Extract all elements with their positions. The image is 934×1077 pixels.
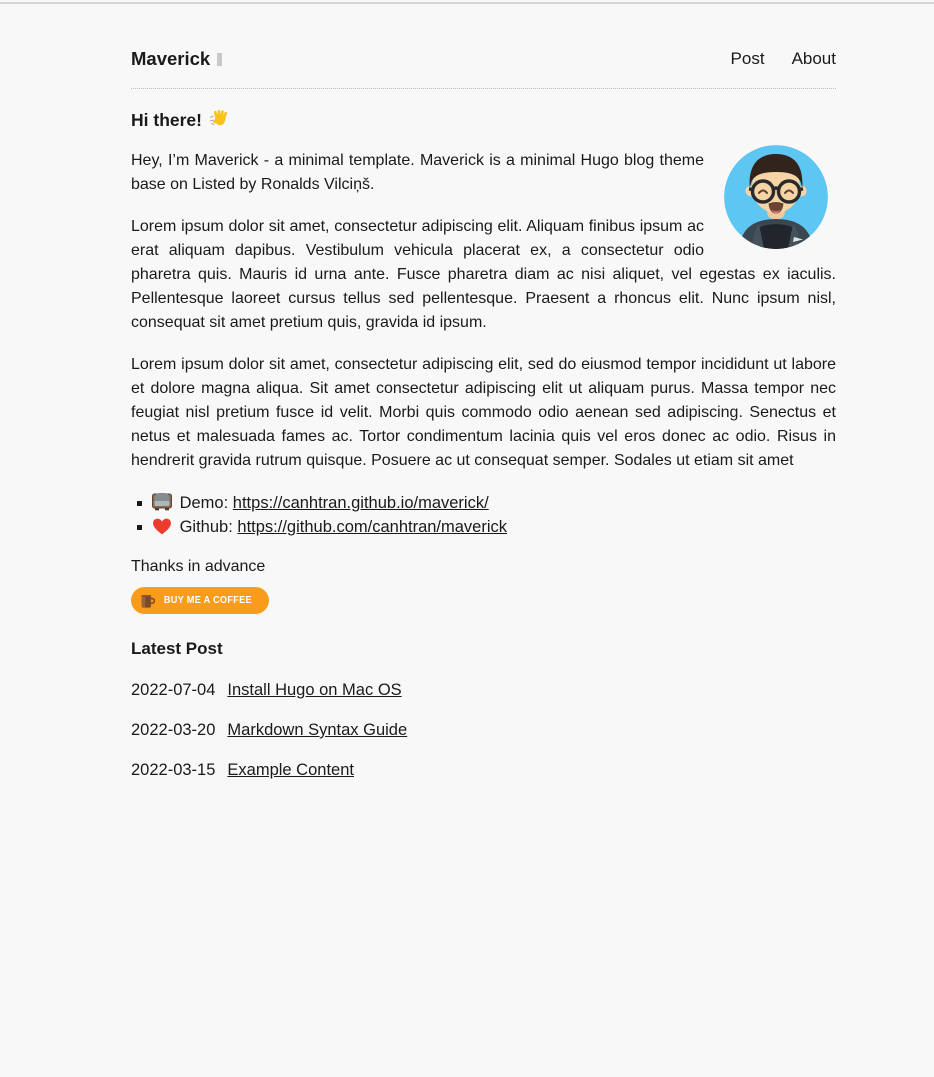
post-date: 2022-03-20 [131,721,216,739]
post-row [131,718,836,742]
post-row [131,678,836,702]
github-label: Github: [179,518,233,536]
buy-me-a-coffee-button[interactable] [131,587,269,614]
nav-link-about[interactable]: About [791,49,836,68]
tv-icon [152,493,172,511]
post-row [131,758,836,782]
demo-label: Demo: [179,494,229,512]
site-title-text: Maverick [131,48,211,69]
project-links-list [131,491,836,539]
man-avatar [724,145,828,249]
github-list-item [152,515,836,539]
intro-paragraph: Hey, I’m Maverick - a minimal template. Maverick is a minimal Hugo blog theme base on Listed by Ronalds Vilciņš. [131,152,704,193]
site-header [131,48,836,70]
lorem-paragraph-2: Lorem ipsum dolor sit amet, consectetur adipiscing elit, sed do eiusmod tempor incididunt ut labore et dolore magna aliqua. Sit amet consectetur adipiscing elit ut aliquam purus. Massa tempor nec feugiat nisl pretium fusce id velit. Morbi quis commodo odio aenean sed adipiscing. Senectus et netus et malesuada fames ac. Tortor condimentum lacinia quis vel eros donec ac odio. Risus in hendrerit gravida rutrum quisque. Posuere ac ut consequat semper. Sodales ut etiam sit amet [131,356,836,469]
coffee-button-label: BUY ME A COFFEE [163,595,252,606]
coffee-mug-icon [140,593,155,609]
header-divider [131,88,836,89]
demo-link[interactable]: https://canhtran.github.io/maverick/ [232,494,489,512]
heart-icon [152,517,172,535]
post-link-markdown-syntax[interactable]: Markdown Syntax Guide [227,721,408,739]
nav-link-post[interactable]: Post [730,49,765,68]
lorem-paragraph-1: Lorem ipsum dolor sit amet, consectetur adipiscing elit. Aliquam finibus ipsum ac erat aliquam dapibus. Vestibulum vehicula placerat ex, a consectetur odio pharetra quis. Mauris id urna ante. Fusce pharetra diam ac nisi aliquet, vel egestas ex iaculis. Pellentesque laoreet cursus tellus sed pellentesque. Praesent a rhoncus elit. Nunc ipsum nisl, consequat sit amet pretium quis, gravida id ipsum. [131,218,836,331]
latest-post-heading: Latest Post [131,639,223,658]
page-container [131,4,836,782]
waving-hand-icon [209,109,230,130]
thanks-text: Thanks in advance [131,558,266,575]
github-link[interactable]: https://github.com/canhtran/maverick [237,518,508,536]
post-date: 2022-07-04 [131,681,216,699]
post-link-example-content[interactable]: Example Content [227,761,354,779]
main-nav [731,48,836,70]
greeting-heading [131,109,836,130]
greeting-text: Hi there! [131,109,202,130]
cursor-block-icon [217,53,222,66]
demo-list-item [152,491,836,515]
post-link-install-hugo[interactable]: Install Hugo on Mac OS [227,681,402,699]
site-title-link[interactable] [131,48,222,70]
post-date: 2022-03-15 [131,761,216,779]
